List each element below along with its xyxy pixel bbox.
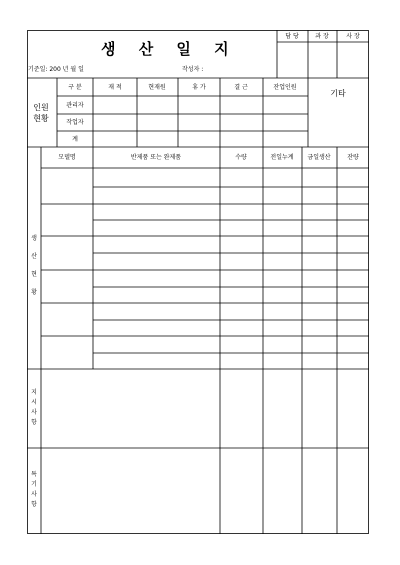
approval-president-label: 사 장 [346, 33, 360, 40]
instructions-label: 지시사항 [31, 389, 37, 426]
remarks-label: 특기사항 [31, 471, 37, 508]
personnel-row-total: 계 [72, 136, 78, 143]
personnel-col-category: 구 분 [68, 84, 82, 91]
date-label: 기준일: 200 년 월 일 [28, 66, 84, 73]
personnel-col-enrolled: 재 적 [108, 84, 122, 91]
personnel-col-vacation: 휴 가 [192, 84, 206, 91]
personnel-row-worker: 작업자 [66, 119, 84, 126]
approval-manager-label: 과 장 [315, 33, 329, 40]
personnel-section-label: 인원 현황 [33, 103, 49, 123]
personnel-row-manager: 관리자 [66, 102, 84, 109]
personnel-col-present: 현재원 [148, 84, 166, 91]
production-log-form [27, 30, 369, 534]
personnel-col-absent: 결 근 [234, 84, 248, 91]
personnel-col-overtime: 잔업인원 [273, 84, 297, 91]
production-section-label: 생산현황 [31, 235, 37, 296]
production-col-quantity: 수량 [235, 154, 247, 161]
production-col-model: 모델명 [58, 154, 76, 161]
production-col-product: 반제품 또는 완제품 [130, 154, 182, 161]
personnel-col-other: 기타 [330, 89, 346, 98]
page-title: 생 산 일 지 [101, 40, 238, 58]
production-col-today: 금일생산 [307, 154, 331, 161]
production-col-remaining: 잔량 [347, 154, 359, 161]
approval-staff-label: 담 당 [285, 33, 299, 40]
author-label: 작성자 : [182, 66, 204, 73]
production-col-prev-total: 전일누계 [270, 154, 294, 161]
